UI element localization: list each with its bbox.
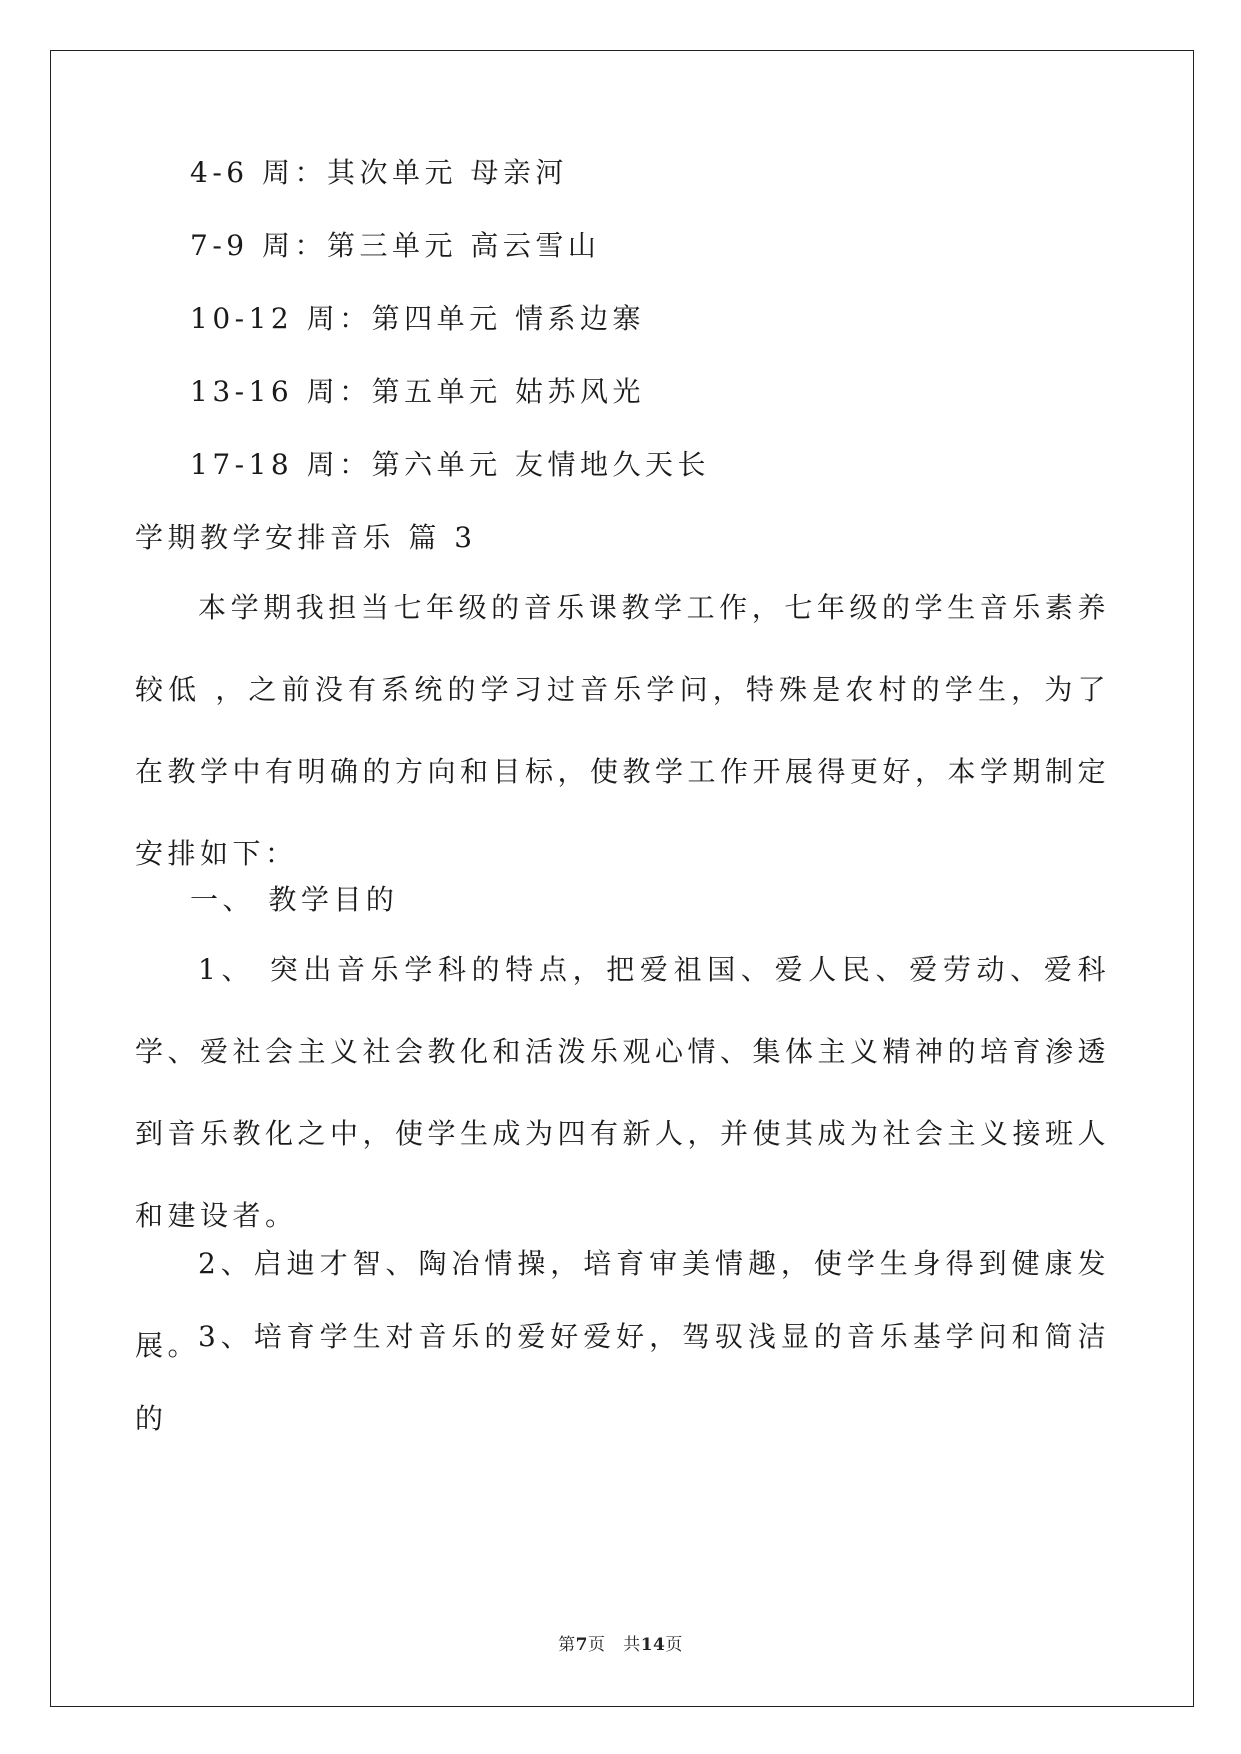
goal-item-3: 3、培育学生对音乐的爱好爱好，驾驭浅显的音乐基学问和简洁的 (135, 1320, 1110, 1435)
schedule-line-2: 7-9 周：第三单元 高云雪山 (190, 229, 601, 262)
schedule-line-4: 13-16 周：第五单元 姑苏风光 (190, 375, 646, 408)
page-footer (0, 1630, 1241, 1655)
schedule-line-5: 17-18 周：第六单元 友情地久天长 (190, 448, 711, 481)
schedule-line-3: 10-12 周：第四单元 情系边寨 (190, 302, 646, 335)
schedule-line-1: 4-6 周：其次单元 母亲河 (190, 156, 568, 189)
footer-page-suffix: 页 (587, 1635, 606, 1655)
intro-paragraph: 本学期我担当七年级的音乐课教学工作，七年级的学生音乐素养较低 ，之前没有系统的学习过音乐学问，特殊是农村的学生，为了在教学中有明确的方向和目标，使教学工作开展得更好，本学期制定安排如下： (135, 591, 1111, 870)
footer-total-number: 14 (640, 1635, 666, 1655)
goal-item-2: 2、启迪才智、陶冶情操，培育审美情趣，使学生身得到健康发展。 (135, 1247, 1110, 1362)
section-heading: 学期教学安排音乐 篇 3 (135, 521, 477, 554)
footer-total-suffix: 页 (665, 1635, 683, 1655)
footer-page-number: 7 (575, 1635, 588, 1655)
footer-total-prefix: 共 (623, 1635, 641, 1655)
footer-page-prefix: 第 (558, 1635, 576, 1655)
goal-item-1: 1、 突出音乐学科的特点，把爱祖国、爱人民、爱劳动、爱科学、爱社会主义社会教化和活泼乐观心情、集体主义精神的培育渗透到音乐教化之中，使学生成为四有新人，并使其成为社会主义接班人和建设者。 (135, 953, 1111, 1232)
subheading-teaching-goals: 一、 教学目的 (190, 883, 399, 916)
